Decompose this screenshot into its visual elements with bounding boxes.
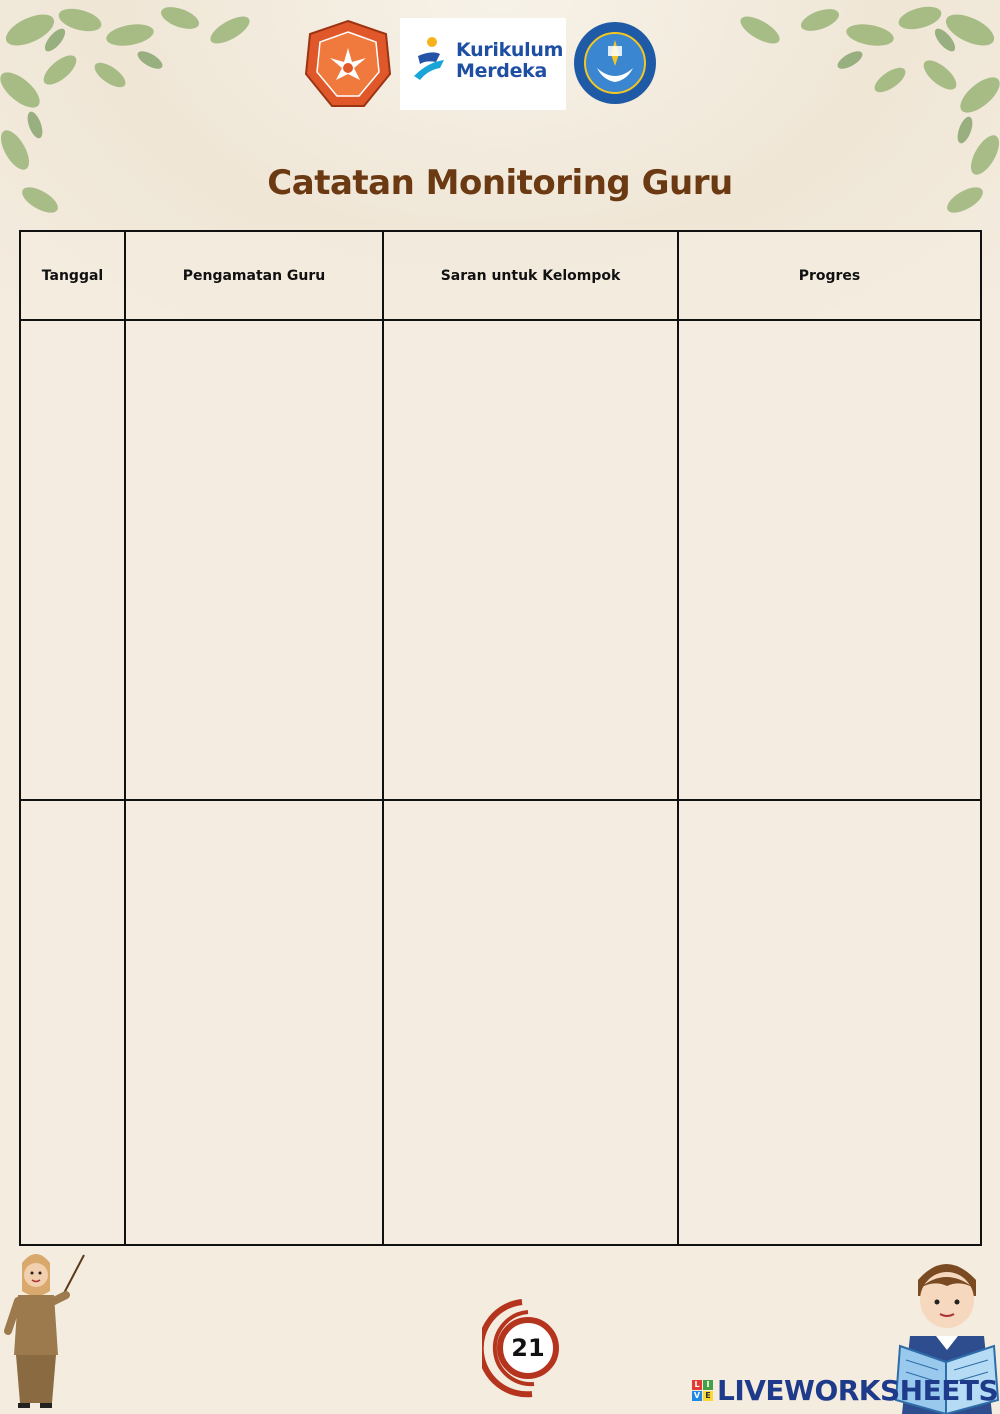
liveworksheets-watermark (692, 1372, 998, 1408)
liveworksheets-grid-icon: L I V E (692, 1380, 713, 1401)
header-cell-tanggal: Tanggal (21, 232, 126, 321)
tut-wuri-handayani-logo (572, 20, 658, 106)
logo-bar (0, 16, 1000, 112)
table-cell-saran-untuk-kelompok[interactable] (384, 801, 679, 1244)
monitoring-table (19, 230, 982, 1246)
kurikulum-text: Kurikulum (456, 39, 564, 61)
kurikulum-merdeka-logo (400, 18, 566, 110)
table-cell-saran-untuk-kelompok[interactable] (384, 321, 679, 801)
table-cell-progres[interactable] (679, 801, 980, 1244)
table-cell-tanggal[interactable] (21, 801, 126, 1244)
merdeka-text: Merdeka (456, 60, 548, 82)
table-cell-tanggal[interactable] (21, 321, 126, 801)
table-cell-pengamatan-guru[interactable] (126, 321, 384, 801)
watermark-text: LIVEWORKSHEETS (717, 1373, 999, 1407)
page-number-badge (482, 1298, 574, 1398)
header-cell-saran-untuk-kelompok: Saran untuk Kelompok (384, 232, 679, 321)
kurikulum-merdeka-mark-icon (410, 36, 450, 90)
page-title: Catatan Monitoring Guru (267, 162, 733, 203)
universitas-jambi-logo (302, 18, 394, 110)
header-cell-progres: Progres (679, 232, 980, 321)
page-number: 21 (511, 1334, 545, 1362)
header-cell-pengamatan-guru: Pengamatan Guru (126, 232, 384, 321)
teacher-illustration (0, 1245, 90, 1410)
table-cell-pengamatan-guru[interactable] (126, 801, 384, 1244)
table-cell-progres[interactable] (679, 321, 980, 801)
